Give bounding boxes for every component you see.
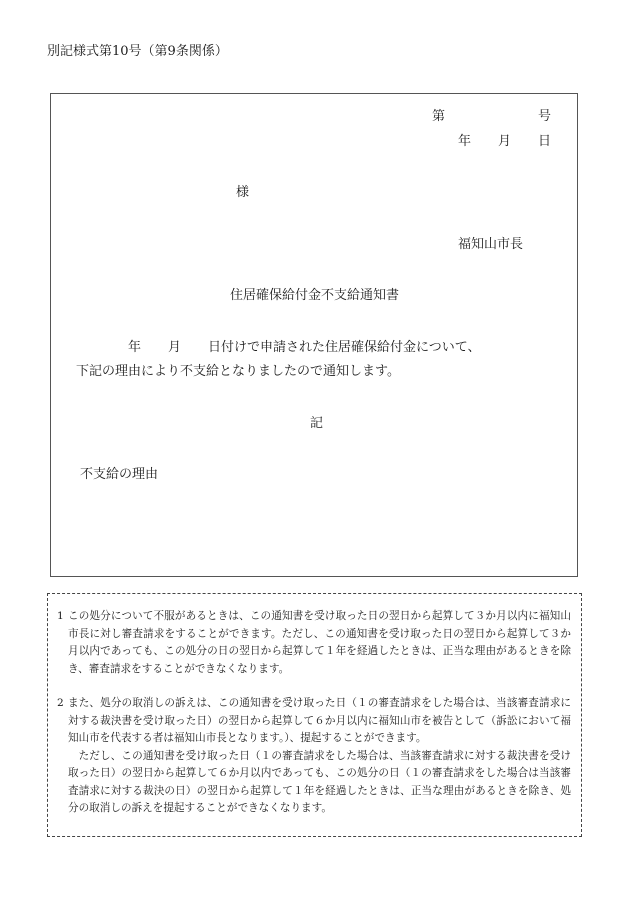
issuer: 福知山市長 [458,237,524,252]
form-number: 別記様式第10号（第9条関係） [47,44,228,59]
note-paragraph: この処分について不服があるときは、この通知書を受け取った日の翌日から起算して３か月以内に福知山市長に対し審査請求をすることができます。ただし、この通知書を受け取った日の翌日から起算して３か月以内であっても、この処分の日の翌日から起算して１年を経過したときは、正当な理由があるときを除き、審査請求をすることができなくなります。 [68,610,571,675]
body-date-year: 年 [128,340,142,355]
ki-heading: 記 [310,416,324,431]
date-month: 月 [498,134,512,149]
date-day: 日 [538,134,552,149]
addressee-honorific: 様 [236,185,250,200]
notes-box [47,593,582,837]
note-paragraph: ただし、この通知書を受け取った日（１の審査請求をした場合は、当該審査請求に対する裁決書を受け取った日）の翌日から起算して６か月以内であっても、この処分の日（１の審査請求をした場合は当該審査請求に対する裁決の日）の翌日から起算して１年を経過したときは、正当な理由があるときを除き、処分の取消しの訴えを提起することができなくなります。 [68,749,571,814]
note-number: 1 [57,610,64,622]
reason-label: 不支給の理由 [80,467,159,482]
body-line-1: 日付けで申請された住居確保給付金について、 [208,340,481,355]
note-number: 2 [57,697,64,709]
notice-box [50,93,578,577]
number-suffix: 号 [538,109,552,124]
note-1 [57,608,571,678]
document-title: 住居確保給付金不支給通知書 [230,288,400,303]
note-paragraph: また、処分の取消しの訴えは、この通知書を受け取った日（１の審査請求をした場合は、当該審査請求に対する裁決書を受け取った日）の翌日から起算して６か月以内に福知山市を被告として（訴訟において福知山市を代表する者は福知山市長となります。）、提起することができます。 [68,697,571,744]
number-prefix: 第 [432,109,446,124]
body-line-2: 下記の理由により不支給となりましたので通知します。 [76,364,400,379]
note-2 [57,695,571,818]
date-year: 年 [458,134,472,149]
body-date-month: 月 [168,340,182,355]
